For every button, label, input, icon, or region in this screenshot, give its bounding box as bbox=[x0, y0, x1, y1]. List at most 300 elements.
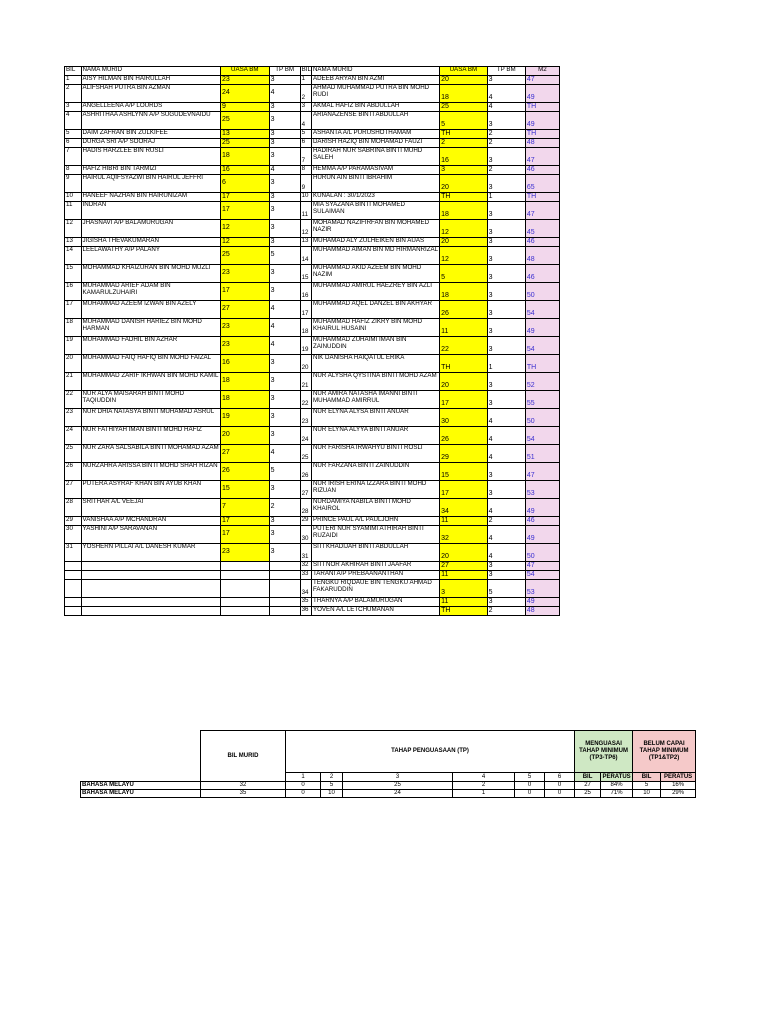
right-uasa-cell: 34 bbox=[440, 499, 488, 517]
right-m2-cell: 55 bbox=[525, 391, 559, 409]
left-uasa-cell: 19 bbox=[221, 409, 270, 427]
table-row bbox=[65, 139, 560, 148]
header-nama-2: NAMA MURID bbox=[311, 67, 439, 76]
table-row bbox=[65, 373, 560, 391]
left-bil-cell: 18 bbox=[65, 319, 82, 337]
right-m2-cell: 47 bbox=[525, 202, 559, 220]
left-name-cell: YOSHERN PILLAI A/L DANESH KUMAR bbox=[81, 544, 221, 562]
table-row bbox=[65, 580, 560, 598]
right-bil-cell: 28 bbox=[300, 499, 311, 517]
right-uasa-cell: 17 bbox=[440, 391, 488, 409]
left-bil-cell: 9 bbox=[65, 175, 82, 193]
right-m2-cell: 52 bbox=[525, 373, 559, 391]
left-bil-cell: 12 bbox=[65, 220, 82, 238]
right-bil-cell: 14 bbox=[300, 247, 311, 265]
header-tp: TP BM bbox=[269, 67, 300, 76]
left-bil-cell: 7 bbox=[65, 148, 82, 166]
left-name-cell bbox=[81, 571, 221, 580]
right-tp-cell: 3 bbox=[487, 337, 525, 355]
left-bil-cell: 8 bbox=[65, 166, 82, 175]
sub-header-cell: PERATUS bbox=[661, 773, 696, 782]
summary-bil-murid-header: BIL MURID bbox=[201, 731, 286, 782]
header-uasa: UASA BM bbox=[221, 67, 270, 76]
left-tp-cell: 4 bbox=[269, 166, 300, 175]
right-m2-cell: TH bbox=[525, 355, 559, 373]
summary-menguasai-bil: 25 bbox=[575, 790, 601, 798]
summary-row bbox=[81, 782, 696, 790]
right-bil-cell: 7 bbox=[300, 148, 311, 166]
left-uasa-cell: 25 bbox=[221, 112, 270, 130]
left-uasa-cell: 25 bbox=[221, 139, 270, 148]
left-bil-cell: 31 bbox=[65, 544, 82, 562]
right-m2-cell: 50 bbox=[525, 409, 559, 427]
right-bil-cell: 29 bbox=[300, 517, 311, 526]
right-bil-cell: 8 bbox=[300, 166, 311, 175]
left-name-cell bbox=[81, 607, 221, 616]
table-row bbox=[65, 526, 560, 544]
summary-tp-cell: 1 bbox=[453, 790, 515, 798]
right-tp-cell: 3 bbox=[487, 598, 525, 607]
right-name-cell: MUHAMMAD HAFIZ ZIKRY BIN MOHD KHAIRUL HUSAINI bbox=[311, 319, 439, 337]
left-name-cell: MUHAMMAD ZARIF IKHWAN BIN MOHD KAMIL bbox=[81, 373, 221, 391]
left-name-cell: MUHAMMAD FAIQ HAFIQ BIN MOHD FAIZAL bbox=[81, 355, 221, 373]
left-bil-cell: 23 bbox=[65, 409, 82, 427]
right-name-cell: KUNALAN : 30/1/2023 bbox=[311, 193, 439, 202]
summary-body bbox=[81, 782, 696, 798]
tp-level-cell: 6 bbox=[545, 773, 575, 782]
right-tp-cell: 3 bbox=[487, 562, 525, 571]
right-tp-cell: 5 bbox=[487, 580, 525, 598]
left-bil-cell: 24 bbox=[65, 427, 82, 445]
left-bil-cell: 26 bbox=[65, 463, 82, 481]
right-uasa-cell: 16 bbox=[440, 148, 488, 166]
right-uasa-cell: 12 bbox=[440, 247, 488, 265]
right-uasa-cell: 3 bbox=[440, 166, 488, 175]
summary-menguasai-pct: 84% bbox=[601, 782, 633, 790]
left-bil-cell: 17 bbox=[65, 301, 82, 319]
right-tp-cell: 3 bbox=[487, 319, 525, 337]
right-name-cell: NUR FARZANA BINTI ZAINUDDIN bbox=[311, 463, 439, 481]
right-tp-cell: 3 bbox=[487, 373, 525, 391]
right-uasa-cell: 26 bbox=[440, 301, 488, 319]
left-uasa-cell: 12 bbox=[221, 238, 270, 247]
left-name-cell: NUR DHIA NATASYA BINTI MUHAMAD ASRUL bbox=[81, 409, 221, 427]
sub-header-cell: PERATUS bbox=[602, 773, 631, 780]
table-row bbox=[65, 283, 560, 301]
right-uasa-cell: 27 bbox=[440, 562, 488, 571]
left-tp-cell: 5 bbox=[269, 247, 300, 265]
right-m2-cell: 48 bbox=[525, 607, 559, 616]
table-row bbox=[65, 607, 560, 616]
right-m2-cell: 49 bbox=[525, 598, 559, 607]
right-bil-cell: 21 bbox=[300, 373, 311, 391]
summary-tp-cell: 0 bbox=[545, 790, 575, 798]
summary-label-cell: BAHASA MELAYU bbox=[81, 790, 201, 798]
table-row bbox=[65, 265, 560, 283]
left-uasa-cell: 25 bbox=[221, 247, 270, 265]
left-uasa-cell bbox=[221, 571, 270, 580]
table-row bbox=[65, 166, 560, 175]
right-bil-cell: 32 bbox=[300, 562, 311, 571]
right-bil-cell: 1 bbox=[300, 76, 311, 85]
right-bil-cell: 6 bbox=[300, 139, 311, 148]
right-tp-cell: 3 bbox=[487, 202, 525, 220]
summary-belum-bil: 5 bbox=[633, 782, 661, 790]
tp-level-cell: 2 bbox=[321, 773, 343, 782]
right-bil-cell: 34 bbox=[300, 580, 311, 598]
left-uasa-cell: 17 bbox=[221, 517, 270, 526]
right-uasa-cell: 20 bbox=[440, 175, 488, 193]
left-bil-cell: 30 bbox=[65, 526, 82, 544]
sub-header-cell: BIL bbox=[633, 773, 661, 782]
left-bil-cell: 4 bbox=[65, 112, 82, 130]
right-name-cell: TARANI A/P PREBAANANTHAN bbox=[311, 571, 439, 580]
right-m2-cell: 46 bbox=[525, 517, 559, 526]
left-tp-cell bbox=[269, 607, 300, 616]
left-name-cell: LEELAWATHY A/P PALANY bbox=[81, 247, 221, 265]
left-uasa-cell: 17 bbox=[221, 202, 270, 220]
right-bil-cell: 36 bbox=[300, 607, 311, 616]
left-name-cell: DAIM ZAFRAN BIN ZULKIFEE bbox=[81, 130, 221, 139]
right-name-cell: MUHAMMAD ZUHAIMI IMAN BIN ZAINUDDIN bbox=[311, 337, 439, 355]
left-tp-cell bbox=[269, 571, 300, 580]
left-name-cell: AISY HILMAN BIN HAIRULLAH bbox=[81, 76, 221, 85]
left-name-cell: HAFIZ HIBRI BIN TARMIZI bbox=[81, 166, 221, 175]
summary-menguasai-bil: 27 bbox=[575, 782, 601, 790]
table-header-row bbox=[65, 67, 560, 76]
right-tp-cell: 4 bbox=[487, 499, 525, 517]
left-name-cell: ANGELLEENA A/P LOURDS bbox=[81, 103, 221, 112]
right-name-cell: NIK DANISHA HAIQATUL ERIKA bbox=[311, 355, 439, 373]
right-uasa-cell: 26 bbox=[440, 427, 488, 445]
right-m2-cell: 47 bbox=[525, 562, 559, 571]
left-name-cell bbox=[81, 562, 221, 571]
left-name-cell: ASHRITHAA ASHLYNN A/P SUGUDEVNAIDU bbox=[81, 112, 221, 130]
right-name-cell: TENGKU RIQDAUE BIN TENGKU AHMAD FAKARUDDIN bbox=[311, 580, 439, 598]
summary-table bbox=[80, 730, 696, 798]
sub-header-cell: BIL bbox=[575, 773, 601, 782]
right-tp-cell: 3 bbox=[487, 238, 525, 247]
right-uasa-cell: 11 bbox=[440, 517, 488, 526]
left-uasa-cell bbox=[221, 580, 270, 598]
left-tp-cell: 3 bbox=[269, 427, 300, 445]
tp-level-cell: 1 bbox=[286, 773, 321, 782]
table-row bbox=[65, 202, 560, 220]
summary-belum-bil: 10 bbox=[633, 790, 661, 798]
right-tp-cell: 3 bbox=[487, 463, 525, 481]
left-name-cell: NURZAHRA ARISSA BINTI MOHD SHAH RIZAN bbox=[81, 463, 221, 481]
left-uasa-cell: 17 bbox=[221, 526, 270, 544]
table-row bbox=[65, 391, 560, 409]
table-body bbox=[65, 76, 560, 616]
left-uasa-cell bbox=[221, 607, 270, 616]
summary-tp-cell: 0 bbox=[286, 790, 321, 798]
left-tp-cell bbox=[269, 562, 300, 571]
right-tp-cell: 3 bbox=[487, 247, 525, 265]
right-tp-cell: 4 bbox=[487, 544, 525, 562]
left-name-cell: INDRAN bbox=[81, 202, 221, 220]
tp-level-cell: 4 bbox=[453, 773, 515, 782]
right-m2-cell: TH bbox=[525, 103, 559, 112]
right-m2-cell: 46 bbox=[525, 238, 559, 247]
left-name-cell: MUHAMMAD DANISH HARIEZ BIN MOHD HARMAN bbox=[81, 319, 221, 337]
left-uasa-cell: 16 bbox=[221, 355, 270, 373]
left-uasa-cell: 12 bbox=[221, 220, 270, 238]
right-uasa-cell: 30 bbox=[440, 409, 488, 427]
right-name-cell: SITI KHADIJAH BINTI ABDULLAH bbox=[311, 544, 439, 562]
left-tp-cell: 3 bbox=[269, 193, 300, 202]
right-name-cell: NUR FARISHA IRWAHYU BINTI ROSLI bbox=[311, 445, 439, 463]
right-bil-cell: 19 bbox=[300, 337, 311, 355]
table-row bbox=[65, 562, 560, 571]
table-row bbox=[65, 103, 560, 112]
right-m2-cell: 54 bbox=[525, 427, 559, 445]
summary-tp-cell: 0 bbox=[515, 790, 545, 798]
right-bil-cell: 35 bbox=[300, 598, 311, 607]
right-m2-cell: 51 bbox=[525, 445, 559, 463]
left-tp-cell: 3 bbox=[269, 544, 300, 562]
left-bil-cell: 19 bbox=[65, 337, 82, 355]
right-uasa-cell: 29 bbox=[440, 445, 488, 463]
left-name-cell: JHASNAVI A/P BALAMURUGAN bbox=[81, 220, 221, 238]
right-name-cell: MUHAMMAD AQEL DANZEL BIN AKHYAR bbox=[311, 301, 439, 319]
table-row bbox=[65, 148, 560, 166]
right-name-cell: NURDAMIYA NABILA BINTI MOHD KHAIROL bbox=[311, 499, 439, 517]
table-row bbox=[65, 130, 560, 139]
right-name-cell: SITI NOR AKHIRAH BINTI JAAFAR bbox=[311, 562, 439, 571]
right-m2-cell: 49 bbox=[525, 319, 559, 337]
right-m2-cell: 47 bbox=[525, 463, 559, 481]
right-tp-cell: 1 bbox=[487, 193, 525, 202]
left-tp-cell: 3 bbox=[269, 265, 300, 283]
right-tp-cell: 1 bbox=[487, 355, 525, 373]
left-tp-cell: 3 bbox=[269, 391, 300, 409]
table-row bbox=[65, 481, 560, 499]
left-name-cell: DURGA SRI A/P SOORAJ bbox=[81, 139, 221, 148]
left-uasa-cell: 15 bbox=[221, 481, 270, 499]
left-tp-cell: 4 bbox=[269, 445, 300, 463]
left-bil-cell bbox=[65, 607, 82, 616]
left-name-cell bbox=[81, 598, 221, 607]
left-name-cell: HADIS HARZLEE BIN RUSLI bbox=[81, 148, 221, 166]
table-row bbox=[65, 544, 560, 562]
summary-tp-cell: 10 bbox=[321, 790, 343, 798]
summary-murid-cell: 35 bbox=[201, 790, 286, 798]
left-name-cell: SRITHAR A/L VEEJAI bbox=[81, 499, 221, 517]
right-tp-cell: 4 bbox=[487, 445, 525, 463]
right-name-cell: MOHAMAD NAZIFIRFAN BIN MOHAMED NAZIR bbox=[311, 220, 439, 238]
left-uasa-cell: 9 bbox=[221, 103, 270, 112]
tp-level-cell: 5 bbox=[515, 773, 545, 782]
right-tp-cell: 2 bbox=[487, 517, 525, 526]
summary-murid-cell: 32 bbox=[201, 782, 286, 790]
table-row bbox=[65, 427, 560, 445]
summary-menguasai-pct: 71% bbox=[601, 790, 633, 798]
header-uasa-2: UASA BM bbox=[440, 67, 488, 76]
right-m2-cell: 46 bbox=[525, 265, 559, 283]
left-bil-cell: 3 bbox=[65, 103, 82, 112]
table-row bbox=[65, 409, 560, 427]
right-m2-cell: 50 bbox=[525, 283, 559, 301]
left-bil-cell: 2 bbox=[65, 85, 82, 103]
right-bil-cell: 26 bbox=[300, 463, 311, 481]
left-bil-cell: 6 bbox=[65, 139, 82, 148]
left-uasa-cell bbox=[221, 598, 270, 607]
left-uasa-cell: 23 bbox=[221, 319, 270, 337]
right-name-cell: AHMAD MUHAMMAD PUTRA BIN MOHD RUDI bbox=[311, 85, 439, 103]
left-bil-cell: 1 bbox=[65, 76, 82, 85]
right-uasa-cell: 11 bbox=[440, 598, 488, 607]
left-name-cell: NUR ZARA SALSABILA BINTI MOHAMAD AZAM bbox=[81, 445, 221, 463]
right-tp-cell: 3 bbox=[487, 571, 525, 580]
left-tp-cell: 3 bbox=[269, 220, 300, 238]
right-m2-cell: 50 bbox=[525, 544, 559, 562]
right-uasa-cell: 11 bbox=[440, 571, 488, 580]
right-bil-cell: 31 bbox=[300, 544, 311, 562]
right-name-cell: NUR ELYNA ALYYA BINTI ANUAR bbox=[311, 427, 439, 445]
left-name-cell: MUHAMMAD FADHIL BIN AZHAR bbox=[81, 337, 221, 355]
left-tp-cell: 4 bbox=[269, 301, 300, 319]
right-name-cell: PRINCE PAUL A/L PAULJOHN bbox=[311, 517, 439, 526]
table-row bbox=[65, 76, 560, 85]
right-uasa-cell: 17 bbox=[440, 481, 488, 499]
table-row bbox=[65, 220, 560, 238]
right-name-cell: MUHAMAD ALY ZULHEIKEN BIN AUAS bbox=[311, 238, 439, 247]
left-tp-cell: 5 bbox=[269, 463, 300, 481]
right-uasa-cell: TH bbox=[440, 607, 488, 616]
right-name-cell: NUR IRISH ERINA IZZARA BINTI MOHD RIZUAN bbox=[311, 481, 439, 499]
right-m2-cell: 53 bbox=[525, 481, 559, 499]
right-m2-cell: 54 bbox=[525, 301, 559, 319]
right-m2-cell: 54 bbox=[525, 571, 559, 580]
summary-tp-cell: 2 bbox=[453, 782, 515, 790]
left-tp-cell: 3 bbox=[269, 175, 300, 193]
left-tp-cell: 3 bbox=[269, 283, 300, 301]
right-m2-cell: 45 bbox=[525, 220, 559, 238]
right-bil-cell: 4 bbox=[300, 112, 311, 130]
right-tp-cell: 2 bbox=[487, 130, 525, 139]
left-uasa-cell: 23 bbox=[221, 265, 270, 283]
right-name-cell: MUHAMMAD AIMAN BIN MD HIRMANRIZAL bbox=[311, 247, 439, 265]
tp-level-cell: 3 bbox=[343, 773, 453, 782]
left-tp-cell: 4 bbox=[269, 85, 300, 103]
right-bil-cell: 11 bbox=[300, 202, 311, 220]
table-row bbox=[65, 337, 560, 355]
table-row bbox=[65, 247, 560, 265]
right-tp-cell: 2 bbox=[487, 139, 525, 148]
right-tp-cell: 4 bbox=[487, 85, 525, 103]
left-uasa-cell: 16 bbox=[221, 166, 270, 175]
summary-belum-pct: 29% bbox=[661, 790, 696, 798]
right-bil-cell: 25 bbox=[300, 445, 311, 463]
left-name-cell: MOHAMMAD KHAIZURAN BIN MOHD MUZLI bbox=[81, 265, 221, 283]
left-name-cell: YASHINI A/P SARAVANAN bbox=[81, 526, 221, 544]
right-name-cell: ASHANTA A/L PURUSHOTHAMAM bbox=[311, 130, 439, 139]
table-row bbox=[65, 571, 560, 580]
left-name-cell: VANISHAA A/P MCHANDRAN bbox=[81, 517, 221, 526]
right-bil-cell: 12 bbox=[300, 220, 311, 238]
right-uasa-cell: 2 bbox=[440, 139, 488, 148]
table-row bbox=[65, 319, 560, 337]
header-nama: NAMA MURID bbox=[81, 67, 221, 76]
right-uasa-cell: 22 bbox=[440, 337, 488, 355]
right-bil-cell: 22 bbox=[300, 391, 311, 409]
right-tp-cell: 3 bbox=[487, 76, 525, 85]
right-uasa-cell: 32 bbox=[440, 526, 488, 544]
right-uasa-cell: 18 bbox=[440, 85, 488, 103]
left-bil-cell: 13 bbox=[65, 238, 82, 247]
left-bil-cell: 27 bbox=[65, 481, 82, 499]
right-uasa-cell: 25 bbox=[440, 103, 488, 112]
right-uasa-cell: 20 bbox=[440, 238, 488, 247]
right-uasa-cell: 15 bbox=[440, 463, 488, 481]
left-uasa-cell: 18 bbox=[221, 148, 270, 166]
summary-label-cell: BAHASA MELAYU bbox=[81, 782, 201, 790]
left-name-cell: PUTERA ASYRAF KHAN BIN AYUB KHAN bbox=[81, 481, 221, 499]
left-bil-cell bbox=[65, 580, 82, 598]
left-bil-cell: 14 bbox=[65, 247, 82, 265]
left-name-cell: NUR ALYA MAISARAH BINTI MOHD TAQIUDDIN bbox=[81, 391, 221, 409]
right-m2-cell: 49 bbox=[525, 499, 559, 517]
right-m2-cell: 49 bbox=[525, 526, 559, 544]
left-name-cell: JIGISHA THEVAKUMARAN bbox=[81, 238, 221, 247]
right-m2-cell: 53 bbox=[525, 580, 559, 598]
left-name-cell: HAIRUL AQIFSYAZWI BIN HAIRUL JEFFRI bbox=[81, 175, 221, 193]
summary-tp-cell: 0 bbox=[545, 782, 575, 790]
left-name-cell: NUR FATHIYAH IMAN BINTI MOHD HAFIZ bbox=[81, 427, 221, 445]
left-bil-cell: 20 bbox=[65, 355, 82, 373]
left-bil-cell: 29 bbox=[65, 517, 82, 526]
left-tp-cell: 3 bbox=[269, 76, 300, 85]
right-bil-cell: 23 bbox=[300, 409, 311, 427]
table-row bbox=[65, 301, 560, 319]
right-tp-cell: 3 bbox=[487, 112, 525, 130]
right-bil-cell: 33 bbox=[300, 571, 311, 580]
left-bil-cell: 15 bbox=[65, 265, 82, 283]
left-tp-cell: 3 bbox=[269, 112, 300, 130]
summary-belum-header: BELUM CAPAI TAHAP MINIMUM (TP1&TP2) bbox=[633, 731, 696, 773]
left-tp-cell: 3 bbox=[269, 481, 300, 499]
right-bil-cell: 9 bbox=[300, 175, 311, 193]
right-tp-cell: 2 bbox=[487, 166, 525, 175]
left-uasa-cell: 17 bbox=[221, 283, 270, 301]
left-bil-cell: 28 bbox=[65, 499, 82, 517]
left-uasa-cell: 18 bbox=[221, 391, 270, 409]
right-uasa-cell: 11 bbox=[440, 319, 488, 337]
right-m2-cell: 48 bbox=[525, 247, 559, 265]
right-tp-cell: 3 bbox=[487, 481, 525, 499]
right-m2-cell: 46 bbox=[525, 166, 559, 175]
left-tp-cell: 3 bbox=[269, 355, 300, 373]
right-bil-cell: 16 bbox=[300, 283, 311, 301]
left-tp-cell: 3 bbox=[269, 130, 300, 139]
right-uasa-cell: 18 bbox=[440, 202, 488, 220]
table-row bbox=[65, 175, 560, 193]
left-tp-cell: 3 bbox=[269, 409, 300, 427]
right-name-cell: ARIANAZENSE BINTI ABDULLAH bbox=[311, 112, 439, 130]
right-m2-cell: 47 bbox=[525, 76, 559, 85]
left-bil-cell: 5 bbox=[65, 130, 82, 139]
right-name-cell: YOVEN A/L LETCHUMANAN bbox=[311, 607, 439, 616]
summary-tp-cell: 0 bbox=[286, 782, 321, 790]
left-uasa-cell bbox=[221, 562, 270, 571]
left-tp-cell: 4 bbox=[269, 337, 300, 355]
right-bil-cell: 27 bbox=[300, 481, 311, 499]
right-bil-cell: 5 bbox=[300, 130, 311, 139]
left-bil-cell: 16 bbox=[65, 283, 82, 301]
left-tp-cell: 2 bbox=[269, 499, 300, 517]
left-name-cell: HANEEF NAZHAN BIN HAIRUNIZAM bbox=[81, 193, 221, 202]
